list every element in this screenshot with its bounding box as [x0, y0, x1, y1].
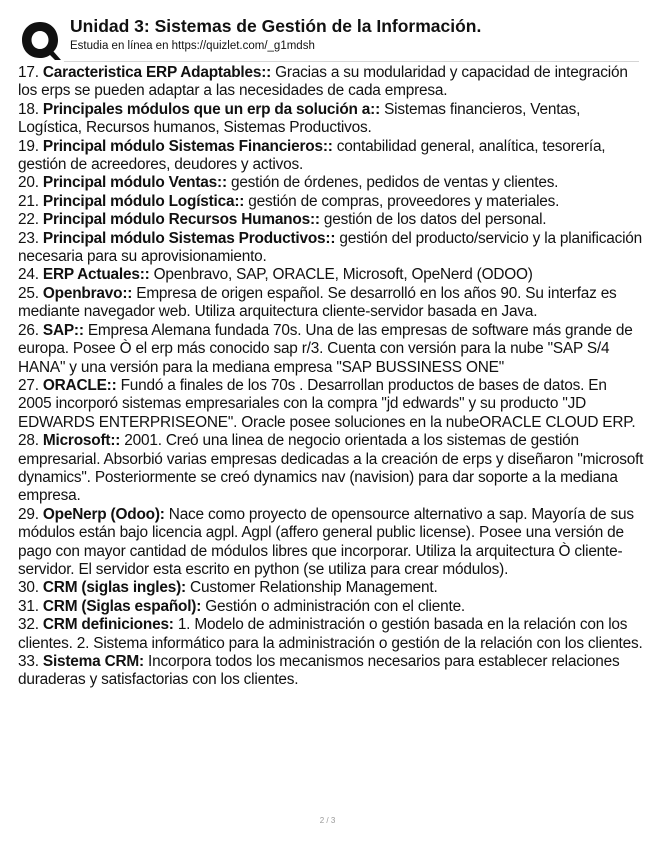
flashcard-list	[18, 64, 644, 690]
flashcard-entry	[18, 653, 644, 690]
entry-definition: gestión de los datos del personal.	[323, 211, 547, 229]
flashcard-entry	[18, 138, 644, 175]
entry-number: 29.	[18, 505, 39, 523]
flashcard-entry	[18, 579, 644, 597]
entry-definition: gestión de compras, proveedores y materiales.	[248, 192, 560, 210]
entry-number: 17.	[18, 64, 39, 81]
flashcard-entry	[18, 230, 644, 267]
quizlet-logo-icon	[18, 18, 62, 62]
flashcard-entry	[18, 193, 644, 211]
entry-number: 30.	[18, 579, 39, 597]
flashcard-entry	[18, 616, 644, 653]
entry-definition: 1. Modelo de administración o gestión basada en la relación con los clientes. 2. Sistema informático para la administración o gestión de la relación con los clientes.	[18, 616, 643, 652]
entry-definition: Gracias a su modularidad y capacidad de integración los erps se pueden adaptar a las necesidades de cada empresa.	[18, 64, 628, 100]
entry-term: Principal módulo Ventas::	[42, 174, 227, 192]
entry-number: 26.	[18, 321, 39, 339]
entry-number: 27.	[18, 376, 39, 394]
entry-definition: Customer Relationship Management.	[190, 579, 438, 597]
entry-term: Sistema CRM:	[42, 653, 144, 670]
entry-term: Principales módulos que un erp da solución a::	[42, 100, 381, 118]
entry-term: ORACLE::	[42, 376, 117, 394]
entry-definition: Fundó a finales de los 70s . Desarrollan productos de bases de datos. En 2005 incorporó sistemas empresariales con la compra "jd edwards" y su producto "JD EDWARDS ENTERPRISEONE". Oracle posee soluciones en la nubeORACLE CLOUD ERP.	[18, 376, 636, 431]
entry-definition: Openbravo, SAP, ORACLE, Microsoft, OpeNerd (ODOO)	[153, 266, 533, 284]
document-title: Unidad 3: Sistemas de Gestión de la Información.	[70, 16, 482, 36]
entry-term: Principal módulo Sistemas Productivos::	[42, 229, 336, 247]
flashcard-entry	[18, 322, 644, 377]
entry-definition: Empresa de origen español. Se desarrolló en los años 90. Su interfaz es mediante navegador web. Utiliza arquitectura cliente-servidor basada en Java.	[18, 284, 617, 321]
entry-number: 28.	[18, 432, 39, 450]
entry-term: OpeNerp (Odoo):	[42, 505, 165, 523]
entry-term: Microsoft::	[42, 432, 121, 450]
entry-term: Principal módulo Sistemas Financieros::	[42, 137, 333, 155]
header-divider	[64, 61, 639, 62]
study-online-link[interactable]: Estudia en línea en https://quizlet.com/_g1mdsh	[70, 40, 315, 52]
entry-term: Principal módulo Recursos Humanos::	[42, 211, 320, 229]
flashcard-entry	[18, 64, 644, 101]
entry-number: 20.	[18, 174, 39, 192]
entry-number: 23.	[18, 229, 39, 247]
flashcard-entry	[18, 266, 644, 284]
entry-definition: Gestión o administración con el cliente.	[205, 597, 466, 615]
entry-number: 21.	[18, 192, 39, 210]
entry-definition: contabilidad general, analítica, tesorería, gestión de acreedores, deudores y activos.	[18, 137, 606, 174]
entry-number: 25.	[18, 284, 39, 302]
entry-term: CRM definiciones:	[42, 616, 174, 634]
entry-term: Openbravo::	[42, 284, 133, 302]
entry-term: CRM (Siglas español):	[42, 597, 202, 615]
entry-definition: Sistemas financieros, Ventas, Logística, Recursos humanos, Sistemas Productivos.	[18, 100, 581, 137]
entry-number: 32.	[18, 616, 39, 634]
flashcard-entry	[18, 174, 644, 192]
flashcard-entry	[18, 598, 644, 616]
entry-definition: Empresa Alemana fundada 70s. Una de las empresas de software más grande de europa. Posee Ò el erp más conocido sap r/3. Cuenta con versión para la nube "SAP S/4 HANA" y una versión para la mediana empresa "SAP BUSSINESS ONE"	[18, 321, 633, 376]
entry-term: CRM (siglas ingles):	[42, 579, 186, 597]
flashcard-entry	[18, 506, 644, 580]
entry-definition: Nace como proyecto de opensource alternativo a sap. Mayoría de sus módulos están bajo licencia agpl. Agpl (affero general public license). Posee una versión de pago con mayor cantidad de módulos libres que incorporar. Utiliza la arquitectura Ò cliente-servidor. El servidor esta escrito en python (se utiliza para crear módulos).	[18, 505, 634, 578]
entry-term: SAP::	[42, 321, 84, 339]
flashcard-entry	[18, 285, 644, 322]
entry-number: 19.	[18, 137, 39, 155]
entry-number: 31.	[18, 597, 39, 615]
entry-number: 18.	[18, 100, 39, 118]
flashcard-entry	[18, 101, 644, 138]
entry-number: 22.	[18, 211, 39, 229]
entry-number: 24.	[18, 266, 39, 284]
entry-number: 33.	[18, 653, 39, 670]
entry-term: Caracteristica ERP Adaptables::	[42, 64, 272, 81]
document-header	[18, 14, 643, 62]
entry-definition: gestión de órdenes, pedidos de ventas y clientes.	[230, 174, 559, 192]
flashcard-entry	[18, 432, 644, 506]
entry-definition: Incorpora todos los mecanismos necesarios para establecer relaciones duraderas y satisfactorias con los clientes.	[18, 653, 620, 689]
flashcard-entry	[18, 211, 644, 229]
entry-definition: 2001. Creó una linea de negocio orientada a los sistemas de gestión empresarial. Absorbió varias empresas dedicadas a la creación de erps y diseñaron "microsoft dynamics". Posteriormente se creó dynamics nav (navision) para dar soporte a la mediana empresa.	[18, 432, 644, 505]
entry-term: Principal módulo Logística::	[42, 192, 245, 210]
entry-term: ERP Actuales::	[42, 266, 150, 284]
flashcard-entry	[18, 377, 644, 432]
page-number: 2 / 3	[319, 816, 336, 825]
entry-definition: gestión del producto/servicio y la planificación necesaria para su aprovisionamiento.	[18, 229, 643, 266]
